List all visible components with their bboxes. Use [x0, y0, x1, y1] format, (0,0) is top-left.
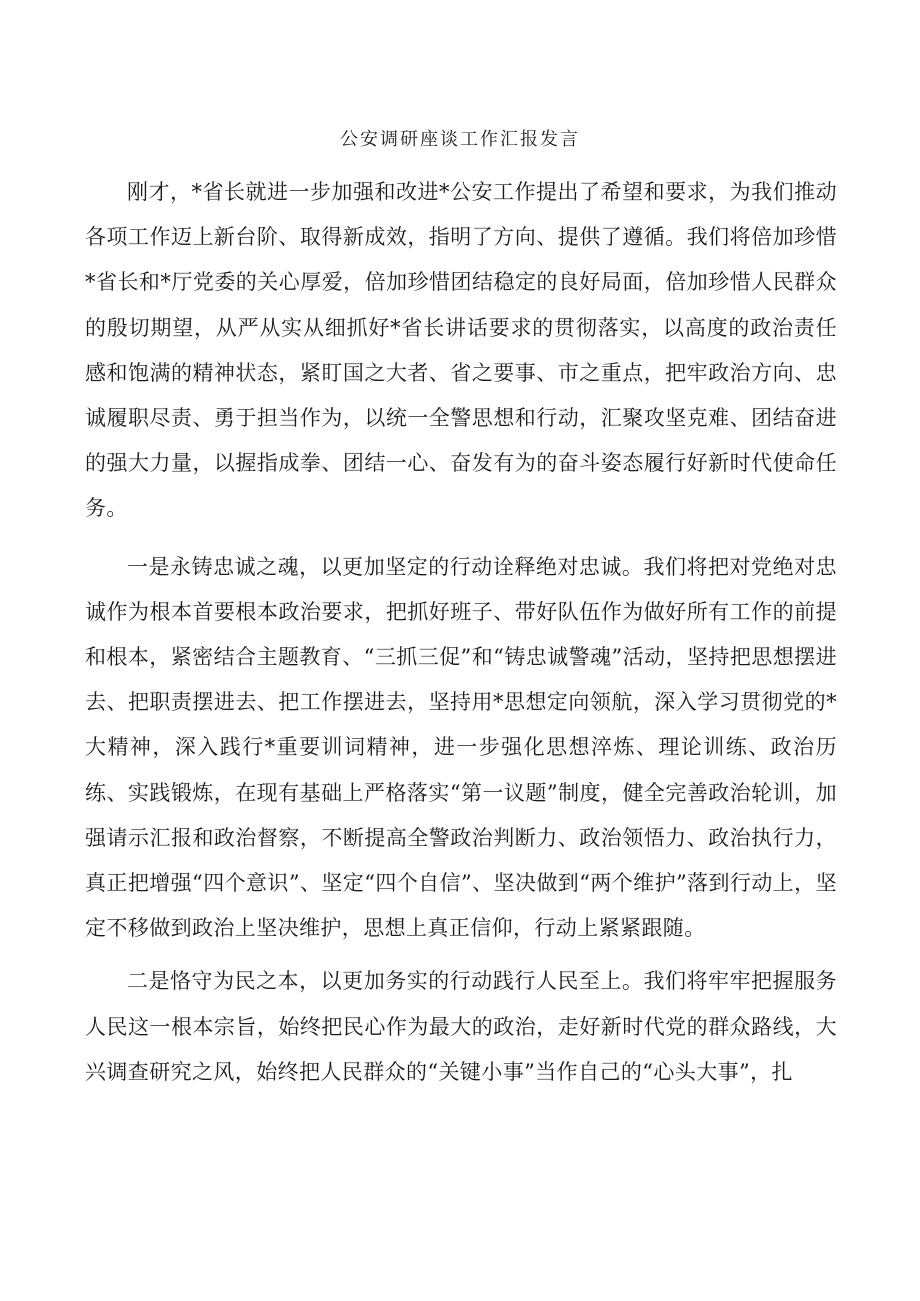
- paragraph-people: 二是恪守为民之本，以更加务实的行动践行人民至上。我们将牢牢把握服务人民这一根本宗旨，始终把民心作为最大的政治，走好新时代党的群众路线，大兴调查研究之风，始终把人民群众的“关键小事”当作自己的“心头大事”，扎: [85, 969, 837, 1084]
- document-title: 公安调研座谈工作汇报发言: [340, 129, 580, 150]
- document-body: [85, 170, 837, 1103]
- paragraph-opening: 刚才，*省长就进一步加强和改进*公安工作提出了希望和要求，为我们推动各项工作迈上新台阶、取得新成效，指明了方向、提供了遵循。我们将倍加珍惜*省长和*厅党委的关心厚爱，倍加珍惜团结稳定的良好局面，倍加珍惜人民群众的殷切期望，从严从实从细抓好*省长讲话要求的贯彻落实，以高度的政治责任感和饱满的精神状态，紧盯国之大者、省之要事、市之重点，把牢政治方向、忠诚履职尽责、勇于担当作为，以统一全警思想和行动，汇聚攻坚克难、团结奋进的强大力量，以握指成拳、团结一心、奋发有为的奋斗姿态履行好新时代使命任务。: [85, 180, 837, 521]
- paragraph-loyalty: 一是永铸忠诚之魂，以更加坚定的行动诠释绝对忠诚。我们将把对党绝对忠诚作为根本首要根本政治要求，把抓好班子、带好队伍作为做好所有工作的前提和根本，紧密结合主题教育、“三抓三促”和“铸忠诚警魂”活动，坚持把思想摆进去、把职责摆进去、把工作摆进去，坚持用*思想定向领航，深入学习贯彻党的*大精神，深入践行*重要训词精神，进一步强化思想淬炼、理论训练、政治历练、实践锻炼，在现有基础上严格落实“第一议题”制度，健全完善政治轮训，加强请示汇报和政治督察，不断提高全警政治判断力、政治领悟力、政治执行力，真正把增强“四个意识”、坚定“四个自信”、坚决做到“两个维护”落到行动上，坚定不移做到政治上坚决维护，思想上真正信仰，行动上紧紧跟随。: [85, 554, 837, 941]
